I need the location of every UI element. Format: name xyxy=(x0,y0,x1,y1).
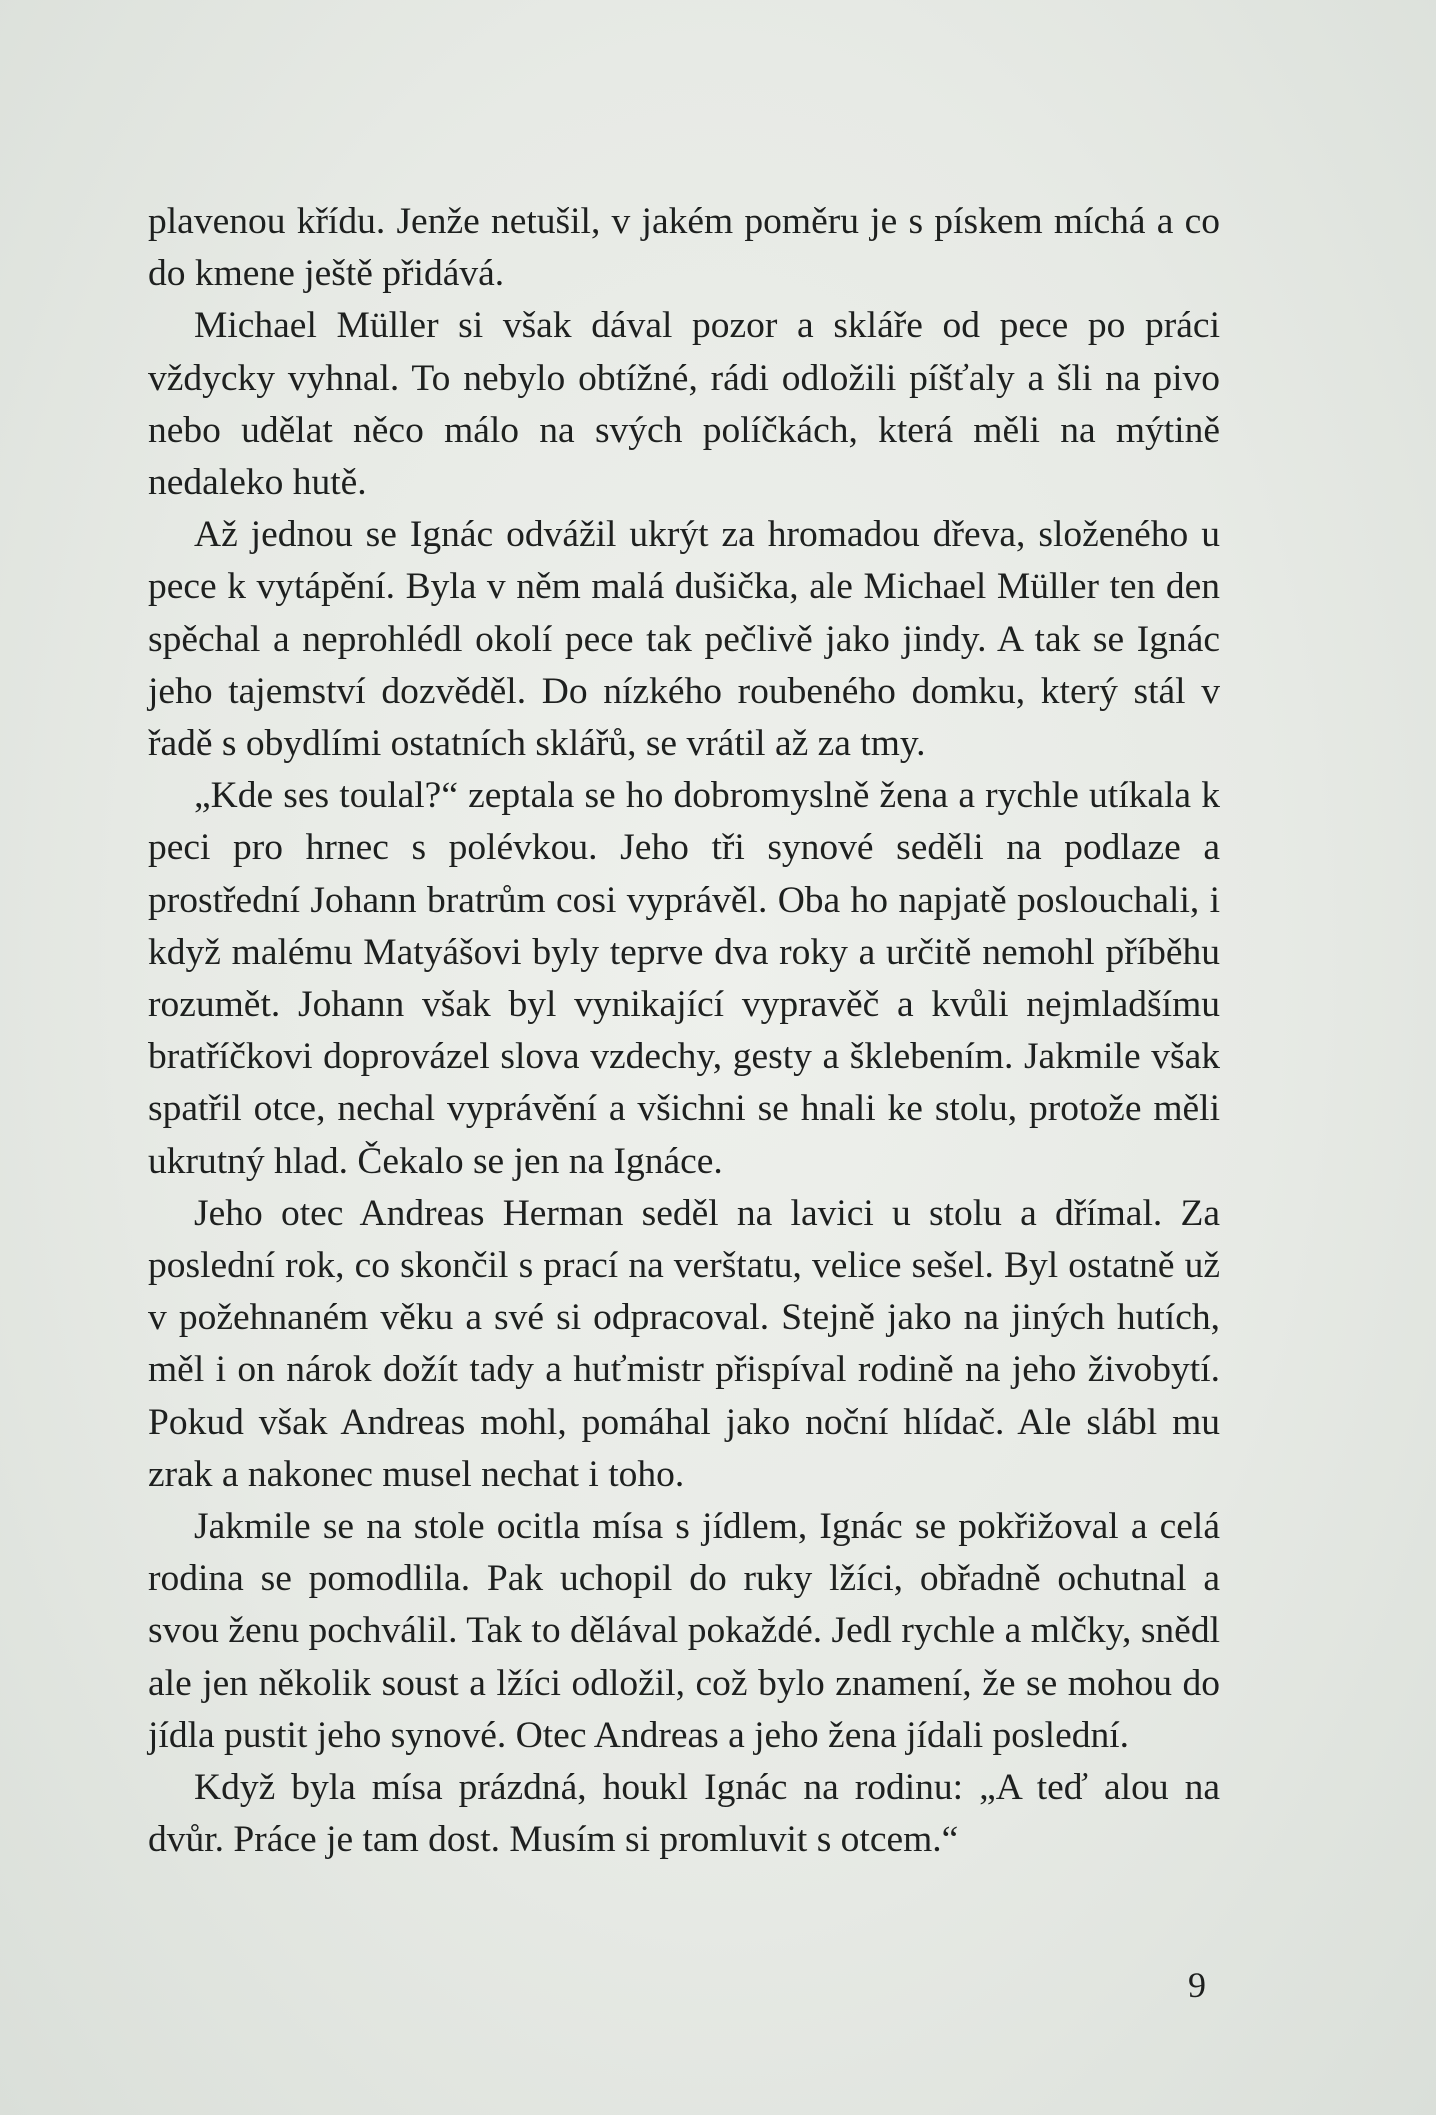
body-text xyxy=(148,196,1220,1867)
paragraph-1: plavenou křídu. Jenže netušil, v jakém poměru je s pískem míchá a co do kmene ještě přidává. xyxy=(148,201,1220,295)
paragraph-5: Jeho otec Andreas Herman seděl na lavici u stolu a dřímal. Za poslední rok, co skončil s prací na verštatu, velice sešel. Byl ostatně už v požehnaném věku a své si odpracoval. Stejně jako na jiných hutích, měl i on nárok dožít tady a huťmistr přispíval rodině na jeho živobytí. Pokud však Andreas mohl, pomáhal jako noční hlídač. Ale slábl mu zrak a nakonec musel nechat i toho. xyxy=(148,1192,1220,1495)
page-number: 9 xyxy=(1188,1965,1206,2005)
paragraph-7: Když byla mísa prázdná, houkl Ignác na rodinu: „A teď alou na dvůr. Práce je tam dost. Musím si promluvit s otcem.“ xyxy=(148,1767,1220,1861)
paragraph-6: Jakmile se na stole ocitla mísa s jídlem, Ignác se pokřižoval a celá rodina se pomodlila. Pak uchopil do ruky lžíci, obřadně ochutnal a svou ženu pochválil. Tak to dělával pokaždé. Jedl rychle a mlčky, snědl ale jen několik soust a lžíci odložil, což bylo znamení, že se mohou do jídla pustit jeho synové. Otec Andreas a jeho žena jídali poslední. xyxy=(148,1506,1220,1756)
paragraph-3: Až jednou se Ignác odvážil ukrýt za hromadou dřeva, složeného u pece k vytápění. Byla v něm malá dušička, ale Michael Müller ten den spěchal a neprohlédl okolí pece tak pečlivě jako jindy. A tak se Ignác jeho tajemství dozvěděl. Do nízkého roubeného domku, který stál v řadě s obydlími ostatních sklářů, se vrátil až za tmy. xyxy=(148,514,1220,765)
paragraph-2: Michael Müller si však dával pozor a skláře od pece po práci vždycky vyhnal. To nebylo obtížné, rádi odložili píšťaly a šli na pivo nebo udělat něco málo na svých políčkách, která měli na mýtině nedaleko hutě. xyxy=(148,305,1220,504)
paragraph-4: „Kde ses toulal?“ zeptala se ho dobromyslně žena a rychle utíkala k peci pro hrnec s polévkou. Jeho tři synové seděli na podlaze a prostřední Johann bratrům cosi vyprávěl. Oba ho napjatě poslouchali, i když malému Matyášovi byly teprve dva roky a určitě nemohl příběhu rozumět. Johann však byl vynikající vypravěč a kvůli nejmladšímu bratříčkovi doprovázel slova vzdechy, gesty a šklebením. Jakmile však spatřil otce, nechal vyprávění a všichni se hnali ke stolu, protože měli ukrutný hlad. Čekalo se jen na Ignáce. xyxy=(148,775,1220,1182)
